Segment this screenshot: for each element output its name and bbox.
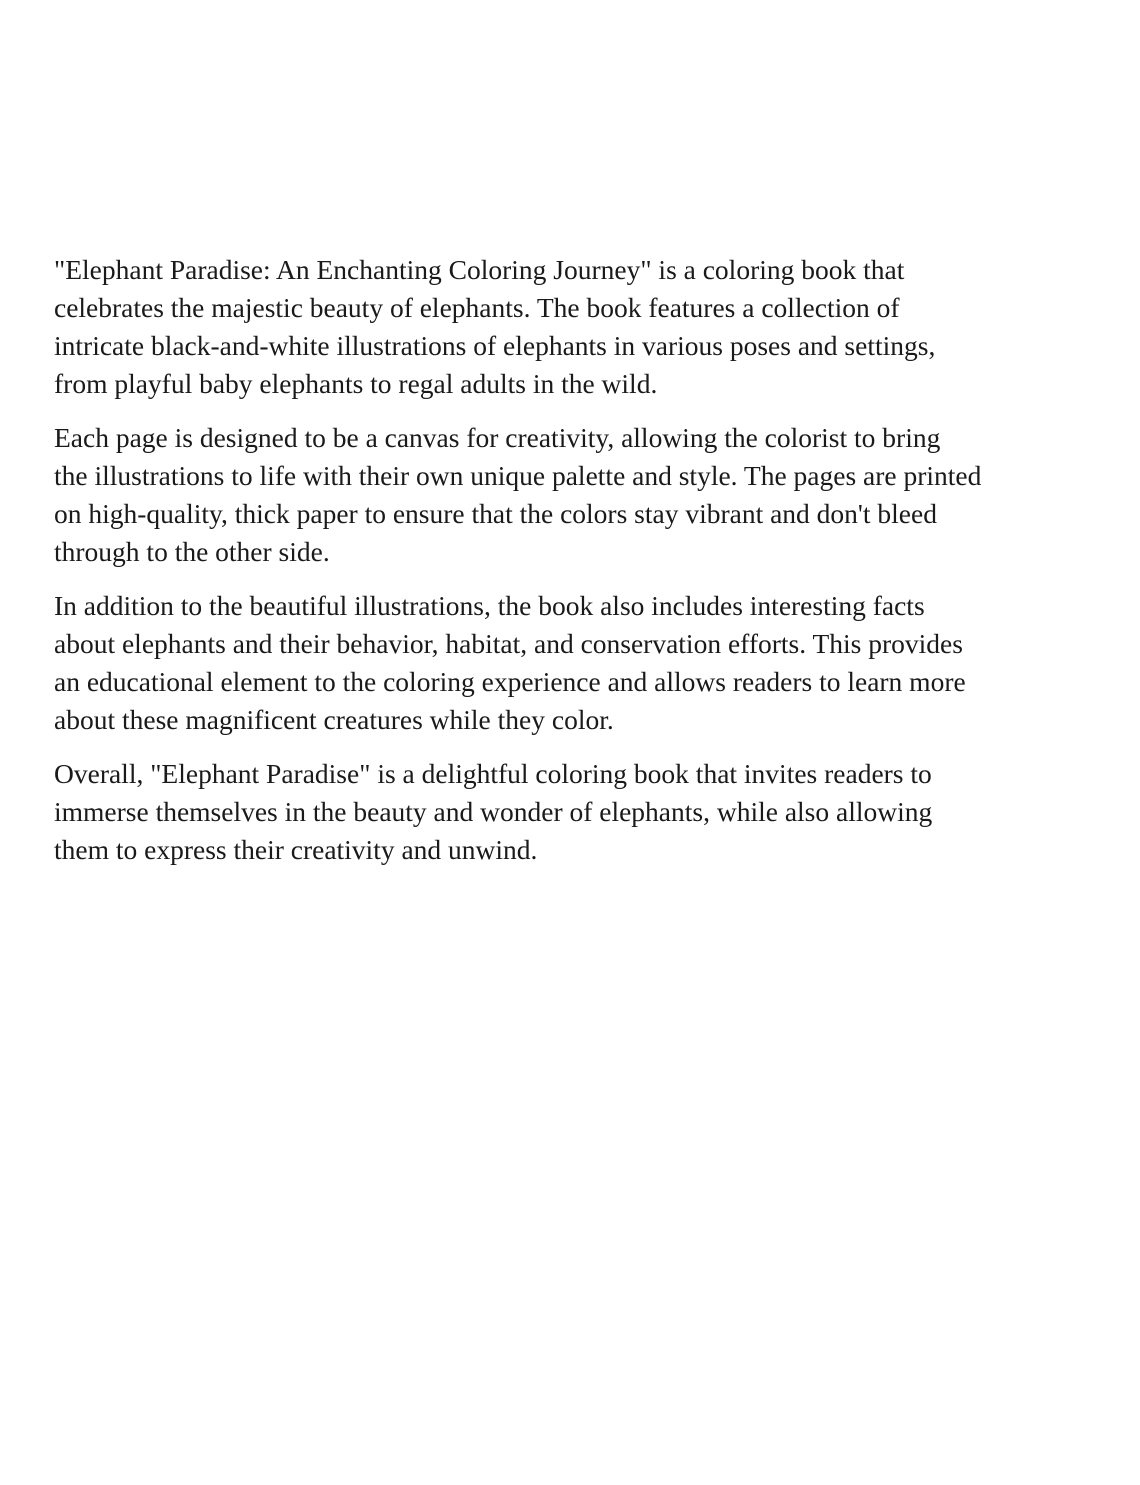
paragraph-line: Overall, "Elephant Paradise" is a delightful coloring book that invites readers to	[54, 758, 932, 789]
paragraph-line: In addition to the beautiful illustrations, the book also includes interesting facts	[54, 590, 925, 621]
paragraph-line: intricate black-and-white illustrations of elephants in various poses and settings,	[54, 330, 936, 361]
paragraph-line: immerse themselves in the beauty and wonder of elephants, while also allowing	[54, 796, 933, 827]
paragraph-line: them to express their creativity and unwind.	[54, 834, 538, 865]
paragraph-line: about elephants and their behavior, habitat, and conservation efforts. This provides	[54, 628, 963, 659]
paragraph-intro	[54, 251, 1104, 403]
paragraph-overall	[54, 755, 1104, 869]
description-text	[54, 251, 1104, 885]
paragraph-facts	[54, 587, 1104, 739]
paragraph-line: an educational element to the coloring experience and allows readers to learn more	[54, 666, 966, 697]
paragraph-line: about these magnificent creatures while they color.	[54, 704, 614, 735]
paragraph-line: the illustrations to life with their own unique palette and style. The pages are printed	[54, 460, 982, 491]
paragraph-line: through to the other side.	[54, 536, 330, 567]
paragraph-canvas	[54, 419, 1104, 571]
paragraph-line: from playful baby elephants to regal adults in the wild.	[54, 368, 658, 399]
paragraph-line: celebrates the majestic beauty of elephants. The book features a collection of	[54, 292, 900, 323]
paragraph-line: on high-quality, thick paper to ensure that the colors stay vibrant and don't bleed	[54, 498, 937, 529]
paragraph-line: Each page is designed to be a canvas for creativity, allowing the colorist to bring	[54, 422, 941, 453]
paragraph-line: "Elephant Paradise: An Enchanting Coloring Journey" is a coloring book that	[54, 254, 905, 285]
